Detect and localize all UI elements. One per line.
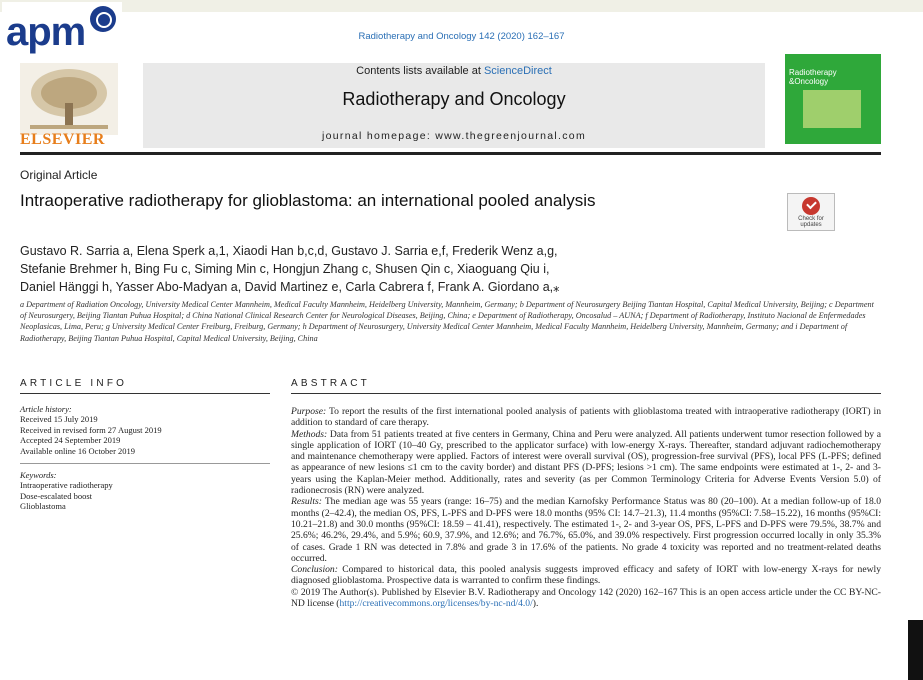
keyword[interactable]: Dose-escalated boost — [20, 490, 92, 501]
top-band — [0, 0, 923, 12]
conclusion-label: Conclusion: — [291, 564, 338, 576]
author-line: Stefanie Brehmer h, Bing Fu c, Siming Min c, Hongjun Zhang c, Shusen Qin c, Xiaoguang Qiu i, — [20, 262, 550, 276]
contents-line — [143, 65, 765, 77]
purpose-label: Purpose: — [291, 406, 327, 417]
results-label: Results: — [291, 496, 322, 508]
abstract-methods — [291, 429, 881, 497]
check-updates-label: Check for updates — [798, 216, 824, 228]
affiliations: a Department of Radiation Oncology, University Medical Center Mannheim, Medical Faculty Mannheim, Heidelberg University, Mannheim, Germany; b Department of Neurosurgery Beijing Tiantan Hospital, Capital Medical University, Beijing; c Department of Neurosurgery, Beijing Tiantan Puhua Hospital; d China National Clinical Research Center for Neurological Diseases, Beijing, China; e Department of Radiotherapy, Oncosalud – AUNA; f Department of Radiotherapy, Instituto Nacional de Enfermedades Neoplasicas, Lima, Peru; g University Medical Center Freiburg, Freiburg, Germany; h Department of Neurosurgery, University Medical Center Mannheim, Medical Faculty Mannheim, Heidelberg University, Mannheim, Germany; and i Department of Radiotherapy, Beijing Tiantan Puhua Hospital, Capital Medical University, Beijing, China — [20, 300, 874, 343]
header-rule — [20, 152, 881, 155]
methods-text: Data from 51 patients treated at five centers in Germany, China and Peru were analyzed. All patients underwent tumor resection followed by a single application of IORT (10–40 Gy, prescribed to the applicator surface) with low-energy X-rays. Thereafter, standard adjuvant radiochemotherapy and maintenance chemotherapy were applied. Factors of interest were overall survival (OS), progression-free survival (PFS), local PFS (L-PFS; defined as appearance of new lesions ≤1 cm to the cavity border) and distant PFS (D-PFS; lesions >1 cm). The same endpoints were estimated at 1-, 2- and 3-years using the Kaplan-Meier method. Additionally, rates and severity (as per Common Terminology Criteria for Adverse Events Version 5.0) of radionecrosis (RN) were analyzed. — [291, 428, 881, 497]
abstract-purpose — [291, 406, 881, 429]
results-text: The median age was 55 years (range: 16–75) and the median Karnofsky Performance Status was 80 (20–100). At a median follow-up of 18.0 months (2–42.4), the median OS, PFS, L-PFS and D-PFS were 18.0 months (95% CI: 14.7–21.3), 11.4 months (95%CI: 7.58–15.22), 16 months (95%CI: 10.21–21.8) and 30.0 months (95%CI: 18.59 – 41.41), respectively. The estimated 1-, 2- and 3-year OS, PFS, L-PFS and D-PFS were 79.5%, 38.7% and 25.6%; 46.2%, 29.4%, and 5.9%; 60.9, 37.9%, and 12.6%; and 76.7%, 65.0%, and 39.0% respectively. First progression occurred locally in only 35.3% of cases. Grade 1 RN was detected in 7.8% and grade 3 in 17.6% of the patients. No grade 4 toxicity was reported and no treatment-related deaths occurred. — [291, 496, 881, 564]
author-list — [20, 242, 880, 296]
article-history — [20, 404, 270, 456]
window-edge — [908, 620, 923, 680]
author-line: Gustavo R. Sarria a, Elena Sperk a,1, Xiaodi Han b,c,d, Gustavo J. Sarria e,f, Frederik Wenz a,g, — [20, 244, 558, 258]
abstract-conclusion — [291, 564, 881, 587]
license-link[interactable]: http://creativecommons.org/licenses/by-nc-nd/4.0/ — [339, 598, 533, 610]
keyword[interactable]: Intraoperative radiotherapy — [20, 480, 113, 491]
keyword[interactable]: Glioblastoma — [20, 501, 66, 512]
article-type: Original Article — [20, 168, 98, 182]
cover-title — [789, 68, 837, 86]
history-item: Received in revised form 27 August 2019 — [20, 424, 162, 435]
keywords-label: Keywords: — [20, 470, 57, 480]
journal-homepage[interactable]: journal homepage: www.thegreenjournal.com — [321, 130, 586, 142]
copyright-end: ). — [532, 598, 539, 610]
globe-icon — [90, 6, 116, 32]
publisher-name: ELSEVIER — [20, 131, 105, 148]
author-line: Daniel Hänggi h, Yasser Abo-Madyan a, David Martinez e, Carla Cabrera f, Frank A. Giordano a,⁎ — [20, 280, 560, 294]
history-item: Available online 16 October 2019 — [20, 445, 136, 456]
cover-image — [803, 90, 861, 128]
conclusion-text: Compared to historical data, this pooled analysis suggests improved efficacy and safety of IORT with low-energy X-rays for newly diagnosed glioblastoma. Prospective data is warranted to confirm these findings. — [291, 564, 881, 587]
journal-name: Radiotherapy and Oncology — [342, 89, 566, 109]
keywords-rule — [20, 463, 270, 464]
abstract-body — [291, 406, 881, 609]
history-item: Accepted 24 September 2019 — [20, 435, 121, 446]
article-title: Intraoperative radiotherapy for glioblastoma: an international pooled analysis — [20, 191, 596, 210]
abstract-results — [291, 496, 881, 564]
methods-label: Methods: — [291, 428, 328, 440]
article-info-rule — [20, 393, 270, 394]
cover-title-2: &Oncology — [789, 77, 829, 86]
keywords — [20, 470, 270, 512]
elsevier-tree-icon — [20, 63, 118, 135]
copyright-text: © 2019 The Author(s). Published by Elsevier B.V. Radiotherapy and Oncology 142 (2020) 162–167 This is an open access article under the CC BY-NC-ND license ( — [291, 586, 881, 610]
check-icon — [802, 197, 820, 215]
purpose-text: To report the results of the first international pooled analysis of patients with glioblastoma treated with intraoperative radiotherapy (IORT) in addition to standard of care therapy. — [291, 406, 881, 429]
apm-logo-text: apm — [6, 10, 86, 54]
cover-title-1: Radiotherapy — [789, 68, 837, 77]
abstract-rule — [291, 393, 881, 394]
sciencedirect-link[interactable]: ScienceDirect — [483, 65, 552, 77]
history-label: Article history: — [20, 404, 72, 414]
citation[interactable]: Radiotherapy and Oncology 142 (2020) 162–167 — [358, 31, 565, 42]
journal-cover[interactable] — [785, 54, 881, 144]
abstract-copyright — [291, 587, 881, 610]
abstract-heading: ABSTRACT — [291, 378, 370, 389]
history-item: Received 15 July 2019 — [20, 414, 98, 425]
contents-prefix: Contents lists available at — [356, 65, 484, 77]
article-info-heading: ARTICLE INFO — [20, 378, 128, 389]
check-for-updates-button[interactable] — [787, 193, 835, 231]
